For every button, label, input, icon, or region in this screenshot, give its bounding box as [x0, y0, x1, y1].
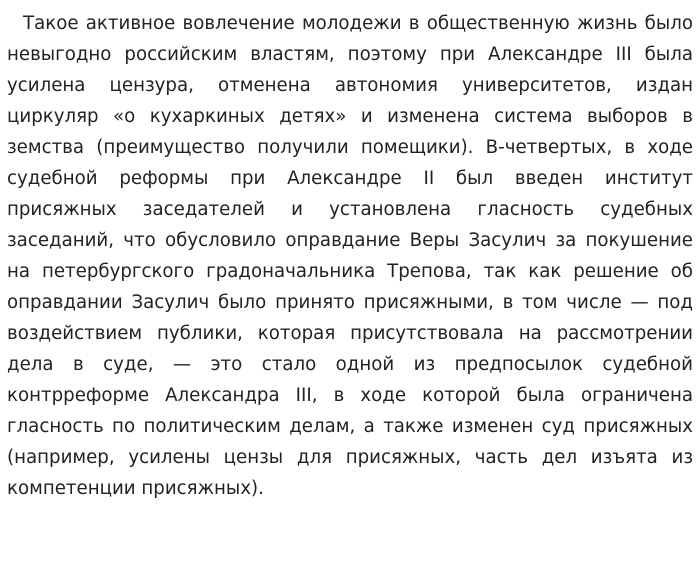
document-body	[7, 8, 693, 504]
body-paragraph: Такое активное вовлечение молодежи в общественную жизнь было невыгодно российским властям, поэтому при Александре III была усилена цензура, отменена автономия университетов, издан циркуляр «о кухаркиных детях» и изменена система выборов в земства (преимущество получили помещики). В-четвертых, в ходе судебной реформы при Александре II был введен институт присяжных заседателей и установлена гласность судебных заседаний, что обусловило оправдание Веры Засулич за покушение на петербургского градоначальника Трепова, так как решение об оправдании Засулич было принято присяжными, в том числе — под воздействием публики, которая присутствовала на рассмотрении дела в суде, — это стало одной из предпосылок судебной контрреформе Александра III, в ходе которой была ограничена гласность по политическим делам, а также изменен суд присяжных (например, усилены цензы для присяжных, часть дел изъята из компетенции присяжных).	[7, 13, 693, 499]
